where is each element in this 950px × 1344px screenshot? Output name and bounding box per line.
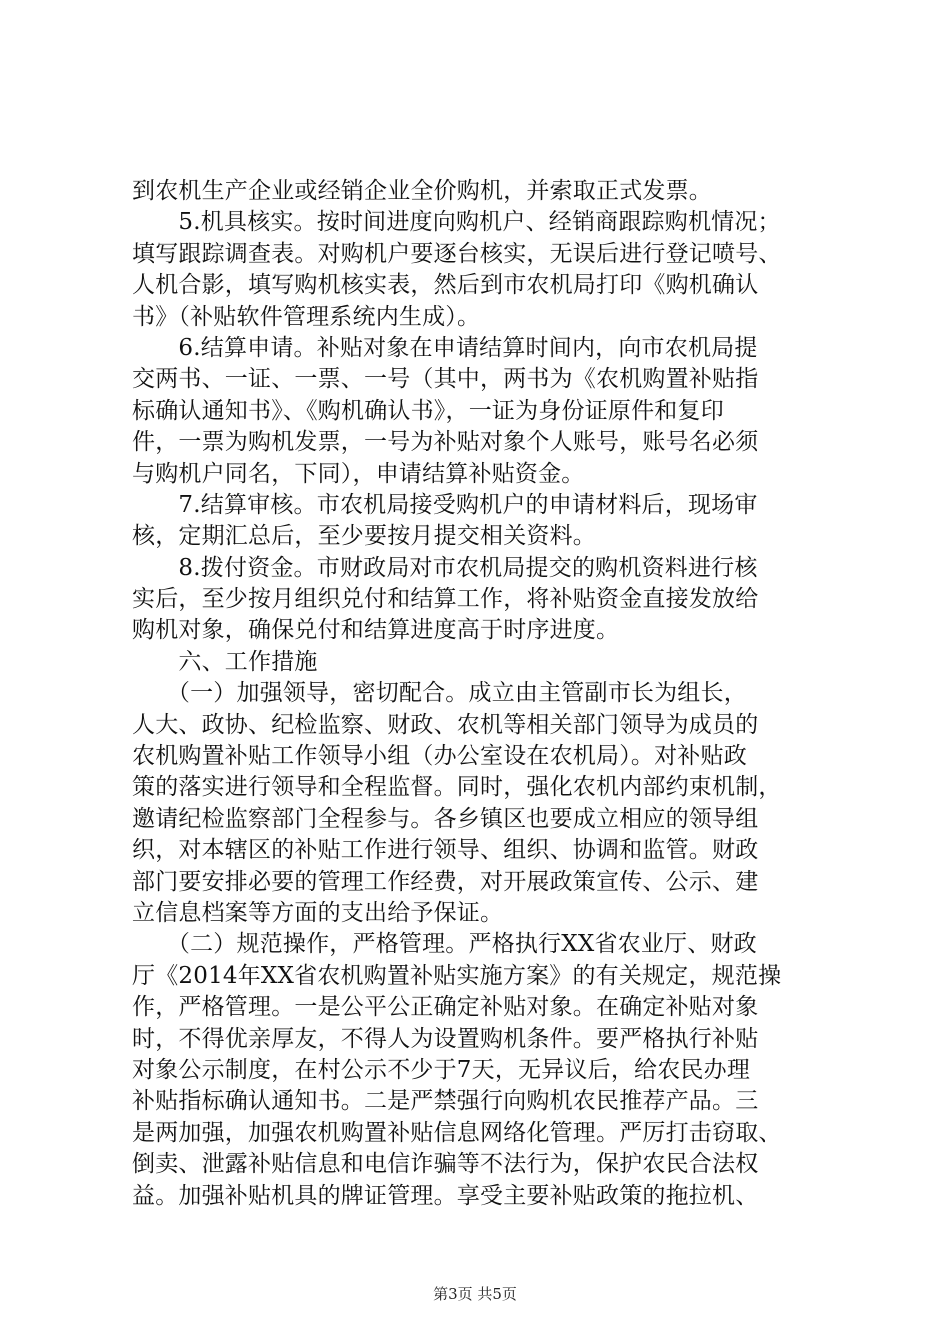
text-line: 部门要安排必要的管理工作经费，对开展政策宣传、公示、建 xyxy=(132,868,759,895)
text-line: 与购机户同名，下同），申请结算补贴资金。 xyxy=(132,460,585,487)
text-line: 实后，至少按月组织兑付和结算工作，将补贴资金直接发放给 xyxy=(132,586,759,613)
text-line: 人机合影，填写购机核实表，然后到市农机局打印《购机确认 xyxy=(132,272,759,299)
page-footer: 第3页 共5页 xyxy=(433,1285,517,1303)
text-line: 农机购置补贴工作领导小组（办公室设在农机局）。对补贴政 xyxy=(132,743,747,770)
text-line: 到农机生产企业或经销企业全价购机，并索取正式发票。 xyxy=(132,178,712,204)
text-line: 时，不得优亲厚友，不得人为设置购机条件。要严格执行补贴 xyxy=(132,1025,759,1052)
document-body xyxy=(132,176,822,1212)
text-line: 6.结算申请。补贴对象在申请结算时间内，向市农机局提 xyxy=(132,334,758,361)
text-line: 人大、政协、纪检监察、财政、农机等相关部门领导为成员的 xyxy=(132,711,759,738)
text-line: 标确认通知书》、《购机确认书》，一证为身份证原件和复印 xyxy=(132,397,724,424)
text-line: 六、工作措施 xyxy=(132,648,318,675)
text-line: 厅《2014年XX省农机购置补贴实施方案》的有关规定，规范操 xyxy=(132,962,782,989)
text-line: （二）规范操作，严格管理。严格执行XX省农业厅、财政 xyxy=(132,931,757,958)
text-line: 是两加强，加强农机购置补贴信息网络化管理。严厉打击窃取、 xyxy=(132,1119,782,1146)
text-line: 织，对本辖区的补贴工作进行领导、组织、协调和监管。财政 xyxy=(132,837,759,864)
text-line: 倒卖、泄露补贴信息和电信诈骗等不法行为，保护农民合法权 xyxy=(132,1151,759,1178)
text-line: 对象公示制度，在村公示不少于7天，无异议后，给农民办理 xyxy=(132,1056,751,1083)
text-line: 7.结算审核。市农机局接受购机户的申请材料后，现场审 xyxy=(132,491,758,518)
text-line: 8.拨付资金。市财政局对市农机局提交的购机资料进行核 xyxy=(132,554,758,581)
text-line: 益。加强补贴机具的牌证管理。享受主要补贴政策的拖拉机、 xyxy=(132,1182,759,1209)
text-line: 书》（补贴软件管理系统内生成）。 xyxy=(132,303,481,330)
text-line: 购机对象，确保兑付和结算进度高于时序进度。 xyxy=(132,617,620,644)
text-line: 交两书、一证、一票、一号（其中，两书为《农机购置补贴指 xyxy=(132,366,759,393)
text-line: 填写跟踪调查表。对购机户要逐台核实，无误后进行登记喷号、 xyxy=(132,240,782,267)
text-line: 补贴指标确认通知书。二是严禁强行向购机农民推荐产品。三 xyxy=(132,1088,759,1115)
text-line: 件，一票为购机发票，一号为补贴对象个人账号，账号名必须 xyxy=(132,429,759,456)
text-line: 立信息档案等方面的支出给予保证。 xyxy=(132,899,504,926)
text-line: 邀请纪检监察部门全程参与。各乡镇区也要成立相应的领导组 xyxy=(132,805,759,832)
text-line: 作，严格管理。一是公平公正确定补贴对象。在确定补贴对象 xyxy=(132,994,759,1021)
text-line: 策的落实进行领导和全程监督。同时，强化农机内部约束机制， xyxy=(132,774,782,801)
text-line: 核，定期汇总后，至少要按月提交相关资料。 xyxy=(132,523,596,550)
text-line: （一）加强领导，密切配合。成立由主管副市长为组长， xyxy=(132,680,747,707)
text-line: 5.机具核实。按时间进度向购机户、经销商跟踪购机情况； xyxy=(132,209,781,236)
